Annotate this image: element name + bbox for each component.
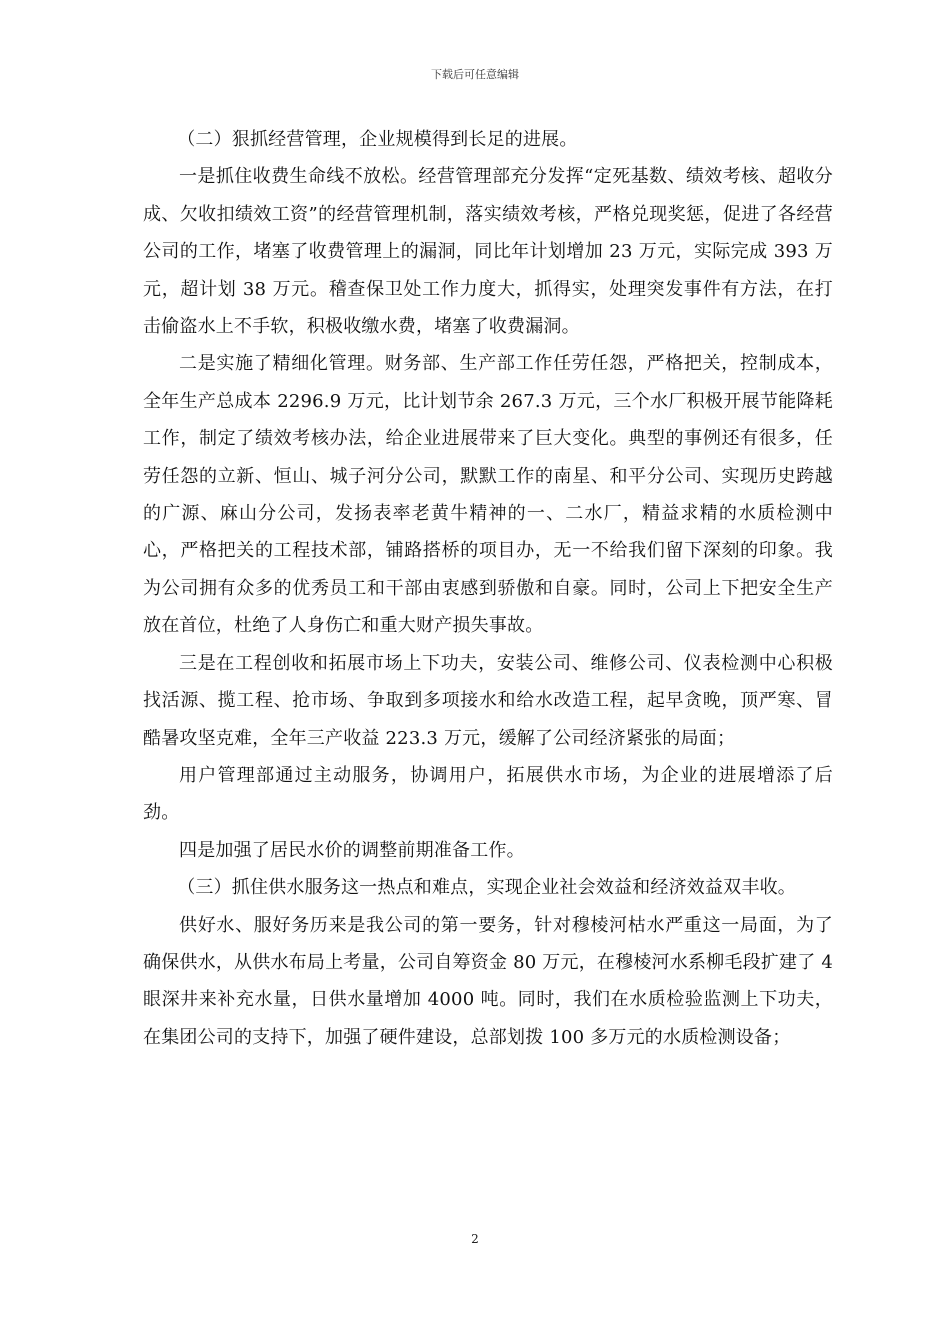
body-paragraph: 用户管理部通过主动服务，协调用户，拓展供水市场，为企业的进展增添了后劲。 bbox=[143, 764, 833, 824]
page-number: 2 bbox=[471, 1232, 479, 1246]
section-heading-two: （二）狠抓经营管理，企业规模得到长足的进展。 bbox=[177, 129, 578, 150]
body-paragraph: 一是抓住收费生命线不放松。经营管理部充分发挥“定死基数、绩效考核、超收分成、欠收扣绩效工资”的经营管理机制，落实绩效考核，严格兑现奖惩，促进了各经营公司的工作，堵塞了收费管理上的漏洞，同比年计划增加 23 万元，实际完成 393 万元，超计划 38 万元。稽查保卫处工作力度大，抓得实，处理突发事件有方法，在打击偷盗水上不手软，积极收缴水费，堵塞了收费漏洞。 bbox=[143, 166, 833, 338]
body-paragraph: 四是加强了居民水价的调整前期准备工作。 bbox=[179, 839, 525, 861]
document-body bbox=[143, 121, 833, 1056]
body-paragraph: 三是在工程创收和拓展市场上下功夫，安装公司、维修公司、仪表检测中心积极找活源、揽工程、抢市场、争取到多项接水和给水改造工程，起早贪晚，顶严寒、冒酷暑攻坚克难，全年三产收益 223.3 万元，缓解了公司经济紧张的局面； bbox=[143, 652, 833, 749]
section-heading-three: （三）抓住供水服务这一热点和难点，实现企业社会效益和经济效益双丰收。 bbox=[177, 877, 796, 899]
body-paragraph: 二是实施了精细化管理。财务部、生产部工作任劳任怨，严格把关，控制成本，全年生产总成本 2296.9 万元，比计划节余 267.3 万元，三个水厂积极开展节能降耗工作，制定了绩效考核办法，给企业进展带来了巨大变化。典型的事例还有很多，任劳任怨的立新、恒山、城子河分公司，默默工作的南星、和平分公司、实现历史跨越的广源、麻山分公司，发扬表率老黄牛精神的一、二水厂，精益求精的水质检测中心，严格把关的工程技术部，铺路搭桥的项目办，无一不给我们留下深刻的印象。我为公司拥有众多的优秀员工和干部由衷感到骄傲和自豪。同时，公司上下把安全生产放在首位，杜绝了人身伤亡和重大财产损失事故。 bbox=[143, 353, 833, 637]
body-paragraph: 供好水、服好务历来是我公司的第一要务，针对穆棱河枯水严重这一局面，为了确保供水，从供水布局上考量，公司自筹资金 80 万元，在穆棱河水系柳毛段扩建了 4 眼深井来补充水量，日供水量增加 4000 吨。同时，我们在水质检验监测上下功夫，在集团公司的支持下，加强了硬件建设，总部划拨 100 多万元的水质检测设备； bbox=[143, 914, 833, 1048]
page-header: 下载后可任意编辑 bbox=[431, 68, 519, 81]
